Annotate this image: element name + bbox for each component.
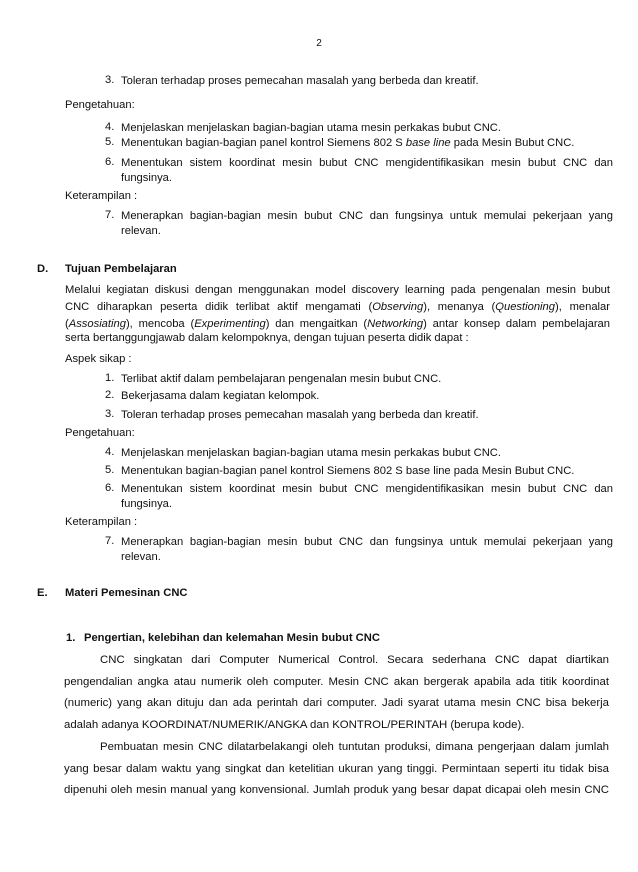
objective-paragraph: Melalui kegiatan diskusi dengan menggunakan model discovery learning pada pengenalan mesin bubut bbox=[65, 284, 610, 296]
list-number: 3. bbox=[105, 408, 115, 420]
subheading-keterampilan: Keterampilan : bbox=[65, 516, 138, 528]
list-text-line1: Menentukan sistem koordinat mesin bubut CNC mengidentifikasikan mesin bubut CNC dan bbox=[121, 483, 613, 495]
subheading-pengetahuan: Pengetahuan: bbox=[65, 427, 135, 439]
subsection-number: 1. bbox=[66, 632, 76, 644]
section-title-e: Materi Pemesinan CNC bbox=[65, 587, 188, 599]
objective-paragraph-line3: (Assosiating), mencoba (Experimenting) dan mengaitkan (Networking) antar konsep dalam pembelajaran bbox=[65, 318, 610, 330]
list-number: 7. bbox=[105, 209, 115, 221]
body-paragraph-2: Pembuatan mesin CNC dilatarbelakangi oleh tuntutan produksi, dimana pengerjaan dalam jumlah yang besar dalam waktu yang singkat dan ketelitian ukuran yang tinggi. Permintaan seperti itu tidak bisa dipenuhi oleh mesin manual yang konvensional. Jumlah produk yang besar dapat dicapai oleh mesin CNC bbox=[64, 741, 609, 797]
page-number: 2 bbox=[316, 38, 322, 49]
list-number: 6. bbox=[105, 482, 115, 494]
list-text: Toleran terhadap proses pemecahan masalah yang berbeda dan kreatif. bbox=[121, 409, 479, 421]
list-text-line2: relevan. bbox=[121, 225, 161, 237]
list-text-line2: relevan. bbox=[121, 551, 161, 563]
section-title-d: Tujuan Pembelajaran bbox=[65, 263, 177, 275]
list-text: Toleran terhadap proses pemecahan masalah yang berbeda dan kreatif. bbox=[121, 75, 479, 87]
list-text-line1: Menerapkan bagian-bagian mesin bubut CNC dan fungsinya untuk memulai pekerjaan yang bbox=[121, 536, 613, 548]
section-letter-e: E. bbox=[37, 587, 48, 599]
subheading-aspek-sikap: Aspek sikap : bbox=[65, 353, 132, 365]
list-number: 4. bbox=[105, 121, 115, 133]
list-number: 5. bbox=[105, 136, 115, 148]
subsection-title: Pengertian, kelebihan dan kelemahan Mesin bubut CNC bbox=[84, 632, 380, 644]
list-number: 4. bbox=[105, 446, 115, 458]
list-number: 3. bbox=[105, 74, 115, 86]
subheading-keterampilan: Keterampilan : bbox=[65, 190, 138, 202]
section-letter-d: D. bbox=[37, 263, 49, 275]
list-text-line1: Menerapkan bagian-bagian mesin bubut CNC dan fungsinya untuk memulai pekerjaan yang bbox=[121, 210, 613, 222]
list-text-line2: fungsinya. bbox=[121, 498, 172, 510]
list-text: Terlibat aktif dalam pembelajaran pengenalan mesin bubut CNC. bbox=[121, 373, 442, 385]
list-text: Bekerjasama dalam kegiatan kelompok. bbox=[121, 390, 320, 402]
subheading-pengetahuan: Pengetahuan: bbox=[65, 99, 135, 111]
list-text: Menentukan bagian-bagian panel kontrol Siemens 802 S base line pada Mesin Bubut CNC. bbox=[121, 137, 575, 149]
body-paragraph-1: CNC singkatan dari Computer Numerical Control. Secara sederhana CNC dapat diartikan pengendalian angka atau numerik oleh computer. Mesin CNC akan bergerak apabila ada titik koordinat (numeric) yang akan dituju dan ada perintah dari computer. Jadi syarat utama mesin CNC bisa bekerja adalah adanya KOORDINAT/NUMERIK/ANGKA dan KONTROL/PERINTAH (berupa kode). bbox=[64, 654, 609, 731]
objective-paragraph-line2: CNC diharapkan peserta didik terlibat aktif mengamati (Observing), menanya (Questioning), menalar bbox=[65, 301, 610, 313]
list-text-line2: fungsinya. bbox=[121, 172, 172, 184]
list-text-line1: Menentukan sistem koordinat mesin bubut CNC mengidentifikasikan mesin bubut CNC dan bbox=[121, 157, 613, 169]
objective-paragraph-line4: serta bertanggungjawab dalam kelompoknya, dengan tujuan peserta didik dapat : bbox=[65, 332, 469, 344]
list-number: 6. bbox=[105, 156, 115, 168]
list-number: 5. bbox=[105, 464, 115, 476]
list-number: 7. bbox=[105, 535, 115, 547]
list-text: Menjelaskan menjelaskan bagian-bagian utama mesin perkakas bubut CNC. bbox=[121, 122, 501, 134]
list-number: 1. bbox=[105, 372, 115, 384]
list-text: Menjelaskan menjelaskan bagian-bagian utama mesin perkakas bubut CNC. bbox=[121, 447, 501, 459]
list-number: 2. bbox=[105, 389, 115, 401]
list-text: Menentukan bagian-bagian panel kontrol Siemens 802 S base line pada Mesin Bubut CNC. bbox=[121, 465, 575, 477]
